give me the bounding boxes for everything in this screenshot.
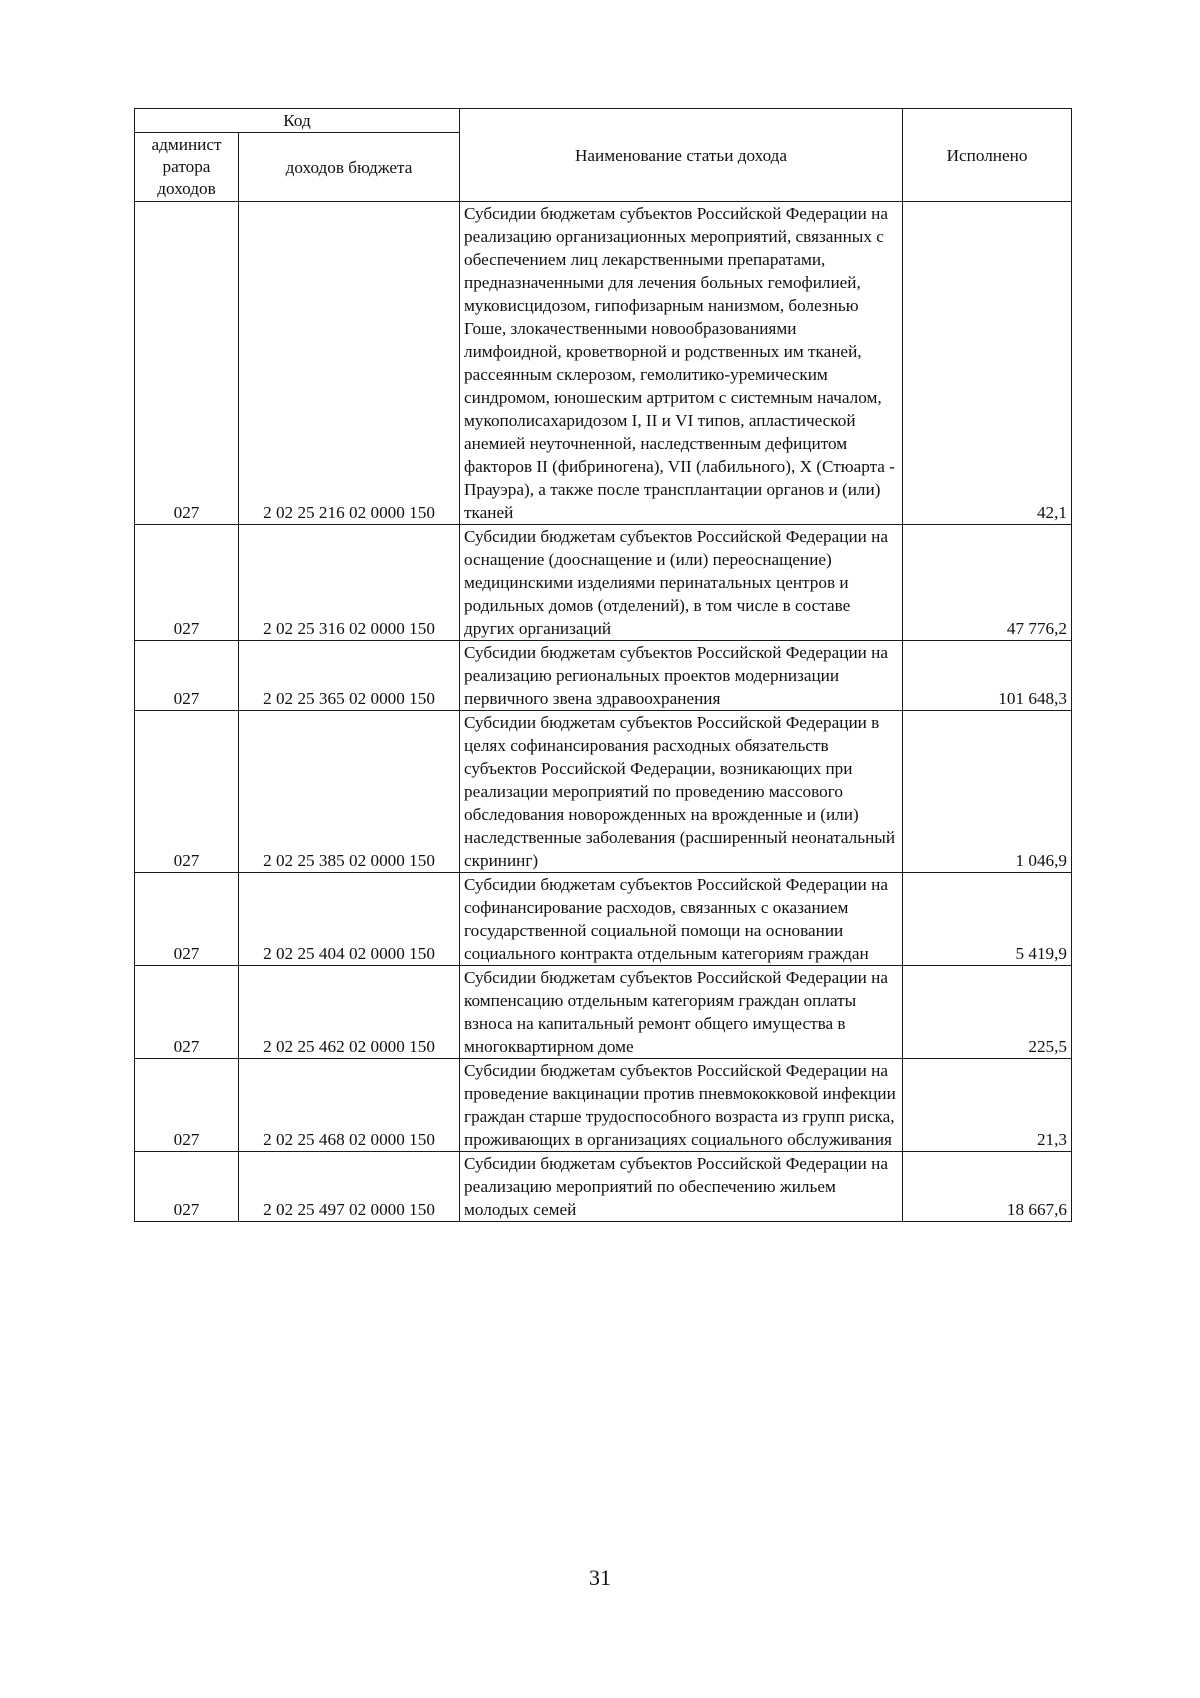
cell-executed: 47 776,2 [903, 525, 1072, 641]
table-body [135, 202, 1072, 1222]
cell-admin: 027 [135, 966, 239, 1059]
header-executed: Исполнено [903, 109, 1072, 202]
header-kod: Код [135, 109, 460, 133]
table-row [135, 525, 1072, 641]
table-row [135, 873, 1072, 966]
cell-executed: 42,1 [903, 202, 1072, 525]
cell-executed: 21,3 [903, 1059, 1072, 1152]
cell-name: Субсидии бюджетам субъектов Российской Федерации в целях софинансирования расходных обязательств субъектов Российской Федерации, возникающих при реализации мероприятий по проведению массового обследования новорожденных на врожденные и (или) наследственные заболевания (расширенный неонатальный скрининг) [460, 711, 903, 873]
table-row [135, 1152, 1072, 1222]
table-row [135, 202, 1072, 525]
cell-code: 2 02 25 497 02 0000 150 [239, 1152, 460, 1222]
cell-executed: 101 648,3 [903, 641, 1072, 711]
cell-name: Субсидии бюджетам субъектов Российской Федерации на софинансирование расходов, связанных с оказанием государственной социальной помощи на основании социального контракта отдельным категориям граждан [460, 873, 903, 966]
table-row [135, 641, 1072, 711]
cell-admin: 027 [135, 525, 239, 641]
header-name: Наименование статьи дохода [460, 109, 903, 202]
cell-admin: 027 [135, 202, 239, 525]
cell-executed: 1 046,9 [903, 711, 1072, 873]
page-number: 31 [589, 1565, 611, 1590]
header-code: доходов бюджета [239, 133, 460, 202]
cell-admin: 027 [135, 1152, 239, 1222]
cell-code: 2 02 25 385 02 0000 150 [239, 711, 460, 873]
table-row [135, 966, 1072, 1059]
cell-name: Субсидии бюджетам субъектов Российской Федерации на проведение вакцинации против пневмококковой инфекции граждан старше трудоспособного возраста из групп риска, проживающих в организациях социального обслуживания [460, 1059, 903, 1152]
cell-code: 2 02 25 462 02 0000 150 [239, 966, 460, 1059]
cell-name: Субсидии бюджетам субъектов Российской Федерации на компенсацию отдельным категориям граждан оплаты взноса на капитальный ремонт общего имущества в многоквартирном доме [460, 966, 903, 1059]
cell-name: Субсидии бюджетам субъектов Российской Федерации на реализацию мероприятий по обеспечению жильем молодых семей [460, 1152, 903, 1222]
cell-executed: 225,5 [903, 966, 1072, 1059]
cell-admin: 027 [135, 873, 239, 966]
table-header [135, 109, 1072, 202]
cell-name: Субсидии бюджетам субъектов Российской Федерации на реализацию организационных мероприятий, связанных с обеспечением лиц лекарственными препаратами, предназначенными для лечения больных гемофилией, муковисцидозом, гипофизарным нанизмом, болезнью Гоше, злокачественными новообразованиями лимфоидной, кроветворной и родственных им тканей, рассеянным склерозом, гемолитико-уремическим синдромом, юношеским артритом с системным началом, мукополисахаридозом I, II и VI типов, апластической анемией неуточненной, наследственным дефицитом факторов II (фибриногена), VII (лабильного), X (Стюарта - Прауэра), а также после трансплантации органов и (или) тканей [460, 202, 903, 525]
cell-name: Субсидии бюджетам субъектов Российской Федерации на оснащение (дооснащение и (или) переоснащение) медицинскими изделиями перинатальных центров и родильных домов (отделений), в том числе в составе других организаций [460, 525, 903, 641]
cell-code: 2 02 25 404 02 0000 150 [239, 873, 460, 966]
table-row [135, 1059, 1072, 1152]
cell-code: 2 02 25 216 02 0000 150 [239, 202, 460, 525]
cell-admin: 027 [135, 641, 239, 711]
cell-executed: 5 419,9 [903, 873, 1072, 966]
table-row [135, 711, 1072, 873]
revenue-table [134, 108, 1072, 1222]
cell-admin: 027 [135, 1059, 239, 1152]
cell-admin: 027 [135, 711, 239, 873]
cell-code: 2 02 25 316 02 0000 150 [239, 525, 460, 641]
cell-executed: 18 667,6 [903, 1152, 1072, 1222]
cell-code: 2 02 25 468 02 0000 150 [239, 1059, 460, 1152]
header-admin: админист ратора доходов [135, 133, 239, 202]
cell-code: 2 02 25 365 02 0000 150 [239, 641, 460, 711]
cell-name: Субсидии бюджетам субъектов Российской Федерации на реализацию региональных проектов модернизации первичного звена здравоохранения [460, 641, 903, 711]
